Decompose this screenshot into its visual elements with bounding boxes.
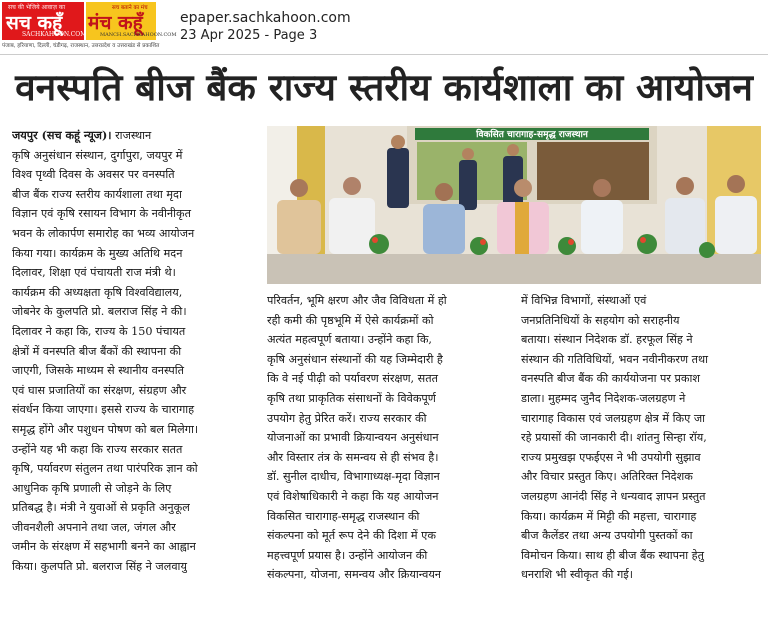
logo2-tagline: सच बताने का मंच xyxy=(112,5,148,11)
article-headline: वनस्पति बीज बैंक राज्य स्तरीय कार्यशाला का आयोजन xyxy=(15,66,753,109)
column-line: संवर्धन किया जाएगा। इससे राज्य के चारागाह xyxy=(12,403,195,417)
column-line: समृद्ध होंगे और पशुधन पोषण को बल मिलेगा। xyxy=(12,422,199,436)
column-line: में विभिन्न विभागों, संस्थाओं एवं xyxy=(521,294,647,307)
column-line: कृषि तथा प्राकृतिक संसाधनों के विवेकपूर्ण xyxy=(267,391,436,405)
article-column-3 xyxy=(521,291,761,585)
masthead xyxy=(0,0,768,52)
column-line: विमोचन किया। साथ ही बीज बैंक स्थापना हेतु xyxy=(521,548,704,562)
column-line: कृषि अनुसंधान संस्थानों की यह जिम्मेदारी है xyxy=(267,352,443,366)
column-line: जमीन के संरक्षण में सहभागी बनने का आह्वान xyxy=(12,540,196,554)
column-line: कृषि अनुसंधान संस्थान, दुर्गापुरा, जयपुर में xyxy=(12,148,183,162)
column-line: किया गया। कार्यक्रम के मुख्य अतिथि मदन xyxy=(12,246,183,260)
column-line: जोबनेर के कुलपति प्रो. बलराज सिंह ने की। xyxy=(12,305,187,319)
column-line: राज्य प्रमुखझ एफईएस ने भी उपयोगी सुझाव xyxy=(521,450,701,464)
column-line: जाएगी, जिसके माध्यम से स्थानीय वनस्पति xyxy=(12,364,184,378)
column-line: योजनाओं का प्रभावी क्रियान्वयन अनुसंधान xyxy=(267,431,439,445)
column-line: कि वे नई पीढ़ी को पर्यावरण संरक्षण, सतत xyxy=(267,372,438,386)
column-line: महत्त्वपूर्ण प्रयास है। उन्होंने आयोजन की xyxy=(267,548,428,562)
column-line: भवन के लोकार्पण समारोह का भव्य आयोजन xyxy=(12,226,195,240)
column-line: विश्व पृथ्वी दिवस के अवसर पर वनस्पति xyxy=(12,168,175,182)
event-photo xyxy=(267,126,761,284)
column-line: डाला। मुहम्मद जुनैद निदेशक-जलग्रहण ने xyxy=(521,391,686,405)
column-line: और विचार प्रस्तुत किए। अतिरिक्त निदेशक xyxy=(521,470,693,484)
event-photo-illustration xyxy=(267,126,761,284)
column-line: आधुनिक कृषि प्रणाली से जोड़ने के लिए xyxy=(12,481,172,495)
column-line: अत्यंत महत्वपूर्ण बताया। उन्होंने कहा कि, xyxy=(267,333,432,347)
column-line: डॉ. सुनील दाधीच, विभागाध्यक्ष-मृदा विज्ञान xyxy=(267,470,440,484)
column-line: संस्थान की गतिविधियों, भवन नवीनीकरण तथा xyxy=(521,352,709,366)
column-line: किया। कुलपति प्रो. बलराज सिंह ने जलवायु xyxy=(12,560,187,574)
column-line-text: राजस्थान xyxy=(115,129,152,142)
column-line: विकसित चारागाह-समृद्ध राजस्थान की xyxy=(267,509,420,523)
column-line xyxy=(12,126,252,146)
column-line: क्षेत्रों में वनस्पति बीज बैंकों की स्थापना की xyxy=(12,344,182,358)
manchkahoon-logo[interactable] xyxy=(86,2,177,40)
edition-regions: पंजाब, हरियाणा, दिल्ली, चंडीगढ़, राजस्थान, उत्तरप्रदेश व उत्तराखंड से प्रकाशित xyxy=(2,43,160,49)
column-line: संकल्पना, योजना, समन्वय और क्रियान्वयन xyxy=(267,568,442,582)
column-line: बताया। संस्थान निदेशक डॉ. हरफूल सिंह ने xyxy=(521,333,693,347)
column-line: रहे प्रयासों की जानकारी दी। शांतनु सिन्हा रॉय, xyxy=(521,431,707,445)
column-line: कार्यक्रम की अध्यक्षता कृषि विश्वविद्यालय, xyxy=(12,285,183,299)
sachkahoon-logo[interactable] xyxy=(2,2,87,40)
column-line: एवं विशेषाधिकारी ने कहा कि यह आयोजन xyxy=(267,489,439,503)
logo2-title: मंच कहूँ xyxy=(88,12,143,34)
column-line: वनस्पति बीज बैंक की कार्ययोजना पर प्रकाश xyxy=(521,372,700,386)
banner-text: विकसित चारागाह-समृद्ध राजस्थान xyxy=(476,130,588,140)
column-line: उपयोग हेतु प्रेरित करें। राज्य सरकार की xyxy=(267,411,427,425)
column-line: चारागाह विकास एवं जलग्रहण क्षेत्र में किए जा xyxy=(521,411,706,425)
column-line: जलग्रहण आनंदी सिंह ने धन्यवाद ज्ञापन प्रस्तुत xyxy=(521,489,706,503)
column-line: धनराशि भी स्वीकृत की गई। xyxy=(521,568,634,582)
column-line: बीज कैलेंडर तथा अन्य उपयोगी पुस्तकों का xyxy=(521,529,693,543)
column-line: बीज बैंक राज्य स्तरीय कार्यशाला तथा मृदा xyxy=(12,187,182,201)
column-line: दिलावर ने कहा कि, राज्य के 150 पंचायत xyxy=(12,324,186,338)
column-line: संकल्पना को मूर्त रूप देने की दिशा में एक xyxy=(267,529,436,543)
column-line: दिलावर, शिक्षा एवं पंचायती राज मंत्री थे। xyxy=(12,266,176,280)
masthead-divider xyxy=(0,54,768,55)
article-dateline: जयपुर (सच कहूं न्यूज)। xyxy=(12,128,112,142)
column-line: और विस्तार तंत्र के समन्वय से ही संभव है। xyxy=(267,450,439,464)
column-line: प्रतिबद्ध है। मंत्री ने युवाओं से प्रकृति अनुकूल xyxy=(12,501,190,515)
column-line: रही कमी की पृष्ठभूमि में ऐसे कार्यक्रमों को xyxy=(267,313,434,327)
column-line: किया। कार्यक्रम में मिट्टी की महत्ता, चारागाह xyxy=(521,509,697,523)
column-line: कृषि, पर्यावरण संतुलन तथा पारंपरिक ज्ञान को xyxy=(12,462,198,476)
logo1-title: सच कहूँ xyxy=(6,12,63,34)
article-column-2 xyxy=(267,291,505,585)
column-line: विज्ञान एवं कृषि रसायन विभाग के नवीनीकृत xyxy=(12,207,192,221)
site-url[interactable]: epaper.sachkahoon.com xyxy=(180,10,351,26)
column-line: परिवर्तन, भूमि क्षरण और जैव विविधता में हो xyxy=(267,294,447,307)
column-line: जीवनशैली अपनाने तथा जल, जंगल और xyxy=(12,520,176,534)
column-line: एवं घास प्रजातियों का संरक्षण, संग्रहण और xyxy=(12,383,187,397)
column-line: उन्होंने यह भी कहा कि राज्य सरकार सतत xyxy=(12,442,183,456)
logo1-website: SACHKAHOON.COM xyxy=(22,31,87,38)
logo1-tagline: सच की भेजिये आवाज़ का xyxy=(8,4,65,11)
article-column-1 xyxy=(12,126,252,577)
column-line: जनप्रतिनिधियों के सहयोग को सराहनीय xyxy=(521,313,680,327)
logo2-website: MANCH.SACHKAHOON.COM xyxy=(100,32,177,38)
edition-date-page: 23 Apr 2025 - Page 3 xyxy=(180,28,318,43)
